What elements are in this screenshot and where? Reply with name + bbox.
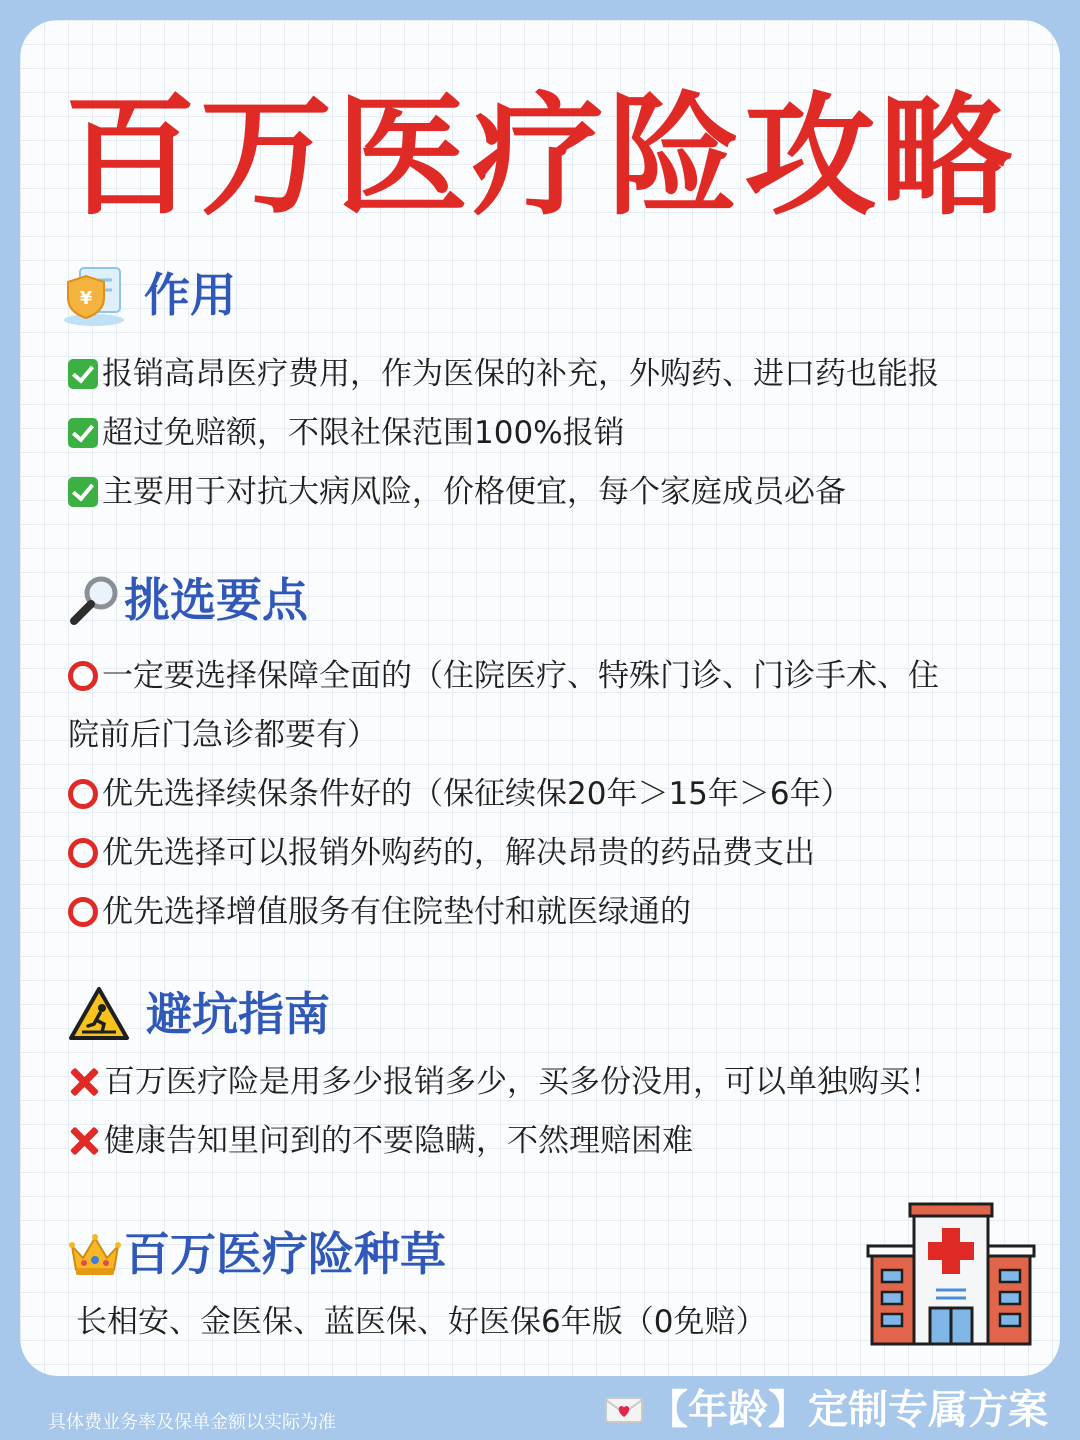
envelope-heart-icon <box>604 1395 644 1425</box>
list-item: 优先选择可以报销外购药的，解决昂贵的药品费支出 <box>68 833 815 873</box>
list-item: 院前后门急诊都要有） <box>68 717 378 753</box>
footer-cta-label: 【年龄】定制专属方案 <box>648 1387 1048 1433</box>
circle-icon <box>68 897 98 927</box>
section-selection-header <box>68 572 308 628</box>
section-pitfalls-header <box>68 986 330 1042</box>
section-selection-title: 挑选要点 <box>124 573 308 627</box>
hospital-icon <box>866 1200 1036 1350</box>
magnifier-icon <box>68 573 122 627</box>
section-recommend-title: 百万医疗险种草 <box>124 1227 446 1281</box>
cross-icon <box>68 1125 100 1157</box>
content-card <box>20 20 1060 1376</box>
insurance-shield-icon <box>60 260 130 330</box>
footer-cta[interactable] <box>604 1384 1048 1436</box>
cross-icon <box>68 1066 100 1098</box>
recommend-text: 长相安、金医保、蓝医保、好医保6年版（0免赔） <box>76 1304 767 1340</box>
list-item: 优先选择增值服务有住院垫付和就医绿通的 <box>68 892 691 932</box>
section-pitfalls-title: 避坑指南 <box>146 987 330 1041</box>
crown-icon <box>68 1230 122 1278</box>
circle-icon <box>68 661 98 691</box>
list-item: 报销高昂医疗费用，作为医保的补充，外购药、进口药也能报 <box>68 354 939 394</box>
section-recommend-header <box>68 1226 446 1282</box>
list-item: 一定要选择保障全面的（住院医疗、特殊门诊、门诊手术、住 <box>68 656 939 696</box>
check-icon <box>68 418 98 448</box>
section-effect-title: 作用 <box>144 268 236 322</box>
section-effect-header <box>60 260 236 330</box>
check-icon <box>68 359 98 389</box>
page-title: 百万医疗险攻略 <box>64 80 1016 234</box>
list-item: 优先选择续保条件好的（保征续保20年＞15年＞6年） <box>68 774 852 814</box>
circle-icon <box>68 838 98 868</box>
list-item: 百万医疗险是用多少报销多少，买多份没用，可以单独购买！ <box>68 1062 941 1102</box>
list-item: 健康告知里问到的不要隐瞒，不然理赔困难 <box>68 1121 693 1161</box>
check-icon <box>68 477 98 507</box>
circle-icon <box>68 779 98 809</box>
svg-text:¥: ¥ <box>79 288 93 309</box>
warning-sign-icon <box>68 986 130 1042</box>
list-item: 主要用于对抗大病风险，价格便宜，每个家庭成员必备 <box>68 472 846 512</box>
footer-disclaimer: 具体费业务率及保单金额以实际为准 <box>48 1412 336 1433</box>
list-item: 超过免赔额，不限社保范围100%报销 <box>68 413 625 453</box>
